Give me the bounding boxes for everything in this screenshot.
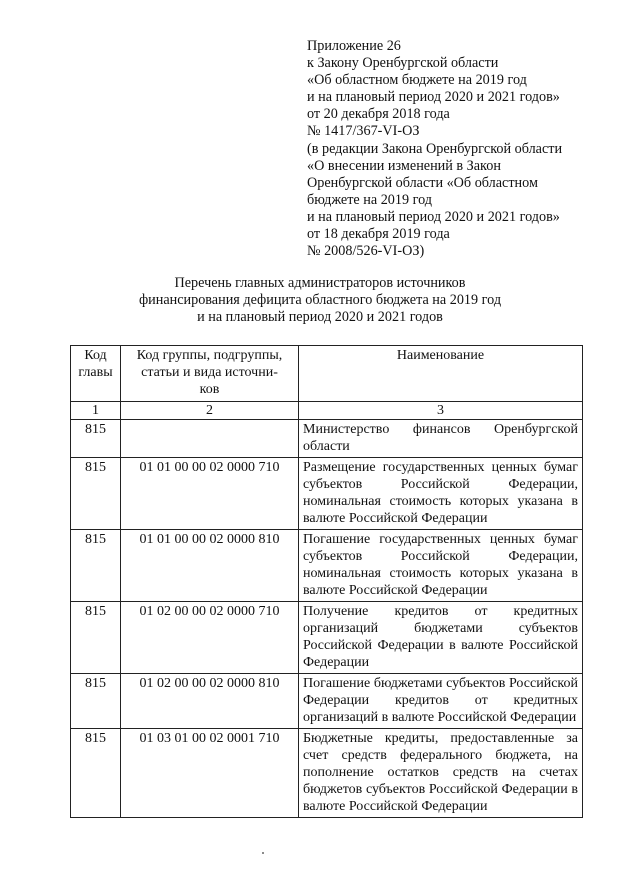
table-header-row xyxy=(71,346,583,402)
table-row xyxy=(71,729,583,818)
title-line: Перечень главных администраторов источников xyxy=(174,275,466,291)
appendix-line: (в редакции Закона Оренбургской области xyxy=(307,140,563,157)
name-cell: Министерство финансов Оренбургской области xyxy=(299,420,583,458)
appendix-line: Оренбургской области «Об областном xyxy=(307,174,538,191)
header-chapter-code: Код главы xyxy=(71,346,121,402)
group-code-cell: 01 01 00 00 02 0000 810 xyxy=(121,530,299,602)
appendix-line: от 18 декабря 2019 года xyxy=(307,226,450,243)
appendix-block xyxy=(307,38,562,260)
chapter-code-cell: 815 xyxy=(71,602,121,674)
table-row xyxy=(71,602,583,674)
name-cell: Погашение бюджетами субъектов Российской Федерации кредитов от кредитных организаций в валюте Российской Федерации xyxy=(299,674,583,729)
appendix-line: «О внесении изменений в Закон xyxy=(307,157,501,174)
document-title xyxy=(0,275,640,326)
chapter-code-cell: 815 xyxy=(71,458,121,530)
appendix-line: от 20 декабря 2018 года xyxy=(307,106,450,123)
group-code-cell: 01 01 00 00 02 0000 710 xyxy=(121,458,299,530)
header-group-code: Код группы, подгруппы, статьи и вида источни- ков xyxy=(121,346,299,402)
title-line: и на плановый период 2020 и 2021 годов xyxy=(197,309,443,325)
appendix-line: «Об областном бюджете на 2019 год xyxy=(307,72,527,89)
table-row xyxy=(71,420,583,458)
chapter-code-cell: 815 xyxy=(71,530,121,602)
appendix-line: № 2008/526-VI-ОЗ) xyxy=(307,243,425,260)
chapter-code-cell: 815 xyxy=(71,420,121,458)
group-code-cell: 01 03 01 00 02 0001 710 xyxy=(121,729,299,818)
column-number-row xyxy=(71,402,583,420)
column-number: 1 xyxy=(71,402,121,420)
header-name: Наименование xyxy=(299,346,583,402)
appendix-line: № 1417/367-VI-ОЗ xyxy=(307,123,420,140)
title-line: финансирования дефицита областного бюджета на 2019 год xyxy=(138,292,502,308)
name-cell: Бюджетные кредиты, предоставленные за счет средств федерального бюджета, на пополнение остатков средств на счетах бюджетов субъектов Российской Федерации в валюте Российской Федерации xyxy=(299,729,583,818)
administrators-table xyxy=(70,345,583,818)
column-number: 3 xyxy=(299,402,583,420)
group-code-cell xyxy=(121,420,299,458)
table-row xyxy=(71,458,583,530)
group-code-cell: 01 02 00 00 02 0000 710 xyxy=(121,602,299,674)
column-number: 2 xyxy=(121,402,299,420)
appendix-line: бюджете на 2019 год xyxy=(307,191,432,208)
appendix-line: и на плановый период 2020 и 2021 годов» xyxy=(307,89,560,106)
table-row xyxy=(71,674,583,729)
name-cell: Погашение государственных ценных бумаг субъектов Российской Федерации, номинальная стоимость которых указана в валюте Российской Федерации xyxy=(299,530,583,602)
group-code-cell: 01 02 00 00 02 0000 810 xyxy=(121,674,299,729)
appendix-line: и на плановый период 2020 и 2021 годов» xyxy=(307,208,560,225)
name-cell: Размещение государственных ценных бумаг субъектов Российской Федерации, номинальная стоимость которых указана в валюте Российской Федерации xyxy=(299,458,583,530)
appendix-line: Приложение 26 xyxy=(307,38,401,54)
name-cell: Получение кредитов от кредитных организаций бюджетами субъектов Российской Федерации в валюте Российской Федерации xyxy=(299,602,583,674)
chapter-code-cell: 815 xyxy=(71,674,121,729)
scan-speck xyxy=(262,852,264,854)
table-row xyxy=(71,530,583,602)
chapter-code-cell: 815 xyxy=(71,729,121,818)
appendix-line: к Закону Оренбургской области xyxy=(307,55,499,72)
